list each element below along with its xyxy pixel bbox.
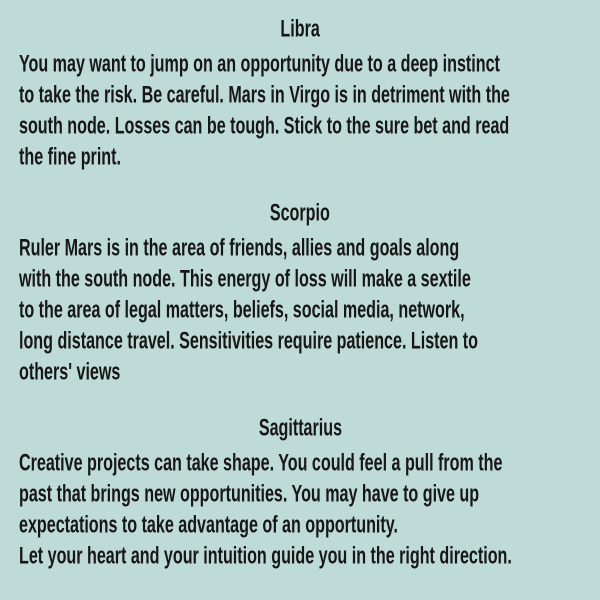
sign-title-sagittarius — [19, 412, 581, 443]
horoscope-line: Ruler Mars is in the area of friends, allies and goals along — [19, 233, 460, 261]
horoscope-line: Creative projects can take shape. You could feel a pull from the — [19, 448, 503, 476]
sign-title-libra — [19, 13, 581, 44]
horoscope-line: others' views — [19, 357, 121, 385]
horoscope-line: south node. Losses can be tough. Stick to the sure bet and read — [19, 111, 510, 139]
horoscope-line: long distance travel. Sensitivities require patience. Listen to — [19, 326, 478, 354]
horoscope-line: with the south node. This energy of loss will make a sextile — [19, 264, 471, 292]
horoscope-line: to take the risk. Be careful. Mars in Virgo is in detriment with the — [19, 80, 510, 108]
horoscope-line: expectations to take advantage of an opportunity. — [19, 510, 399, 538]
sign-title-scorpio — [19, 197, 581, 228]
horoscope-line: past that brings new opportunities. You may have to give up — [19, 479, 480, 507]
horoscope-line: Let your heart and your intuition guide you in the right direction. — [19, 541, 512, 569]
horoscope-line: to the area of legal matters, beliefs, social media, network, — [19, 295, 465, 323]
sign-title-text: Libra — [280, 14, 320, 42]
horoscope-line: the fine print. — [19, 142, 121, 170]
sign-title-text: Scorpio — [270, 198, 330, 226]
horoscope-line: You may want to jump on an opportunity due to a deep instinct — [19, 49, 500, 77]
sign-section-scorpio — [19, 197, 581, 387]
sign-section-libra — [19, 13, 581, 172]
sign-title-text: Sagittarius — [258, 413, 342, 441]
sign-section-sagittarius — [19, 412, 581, 571]
